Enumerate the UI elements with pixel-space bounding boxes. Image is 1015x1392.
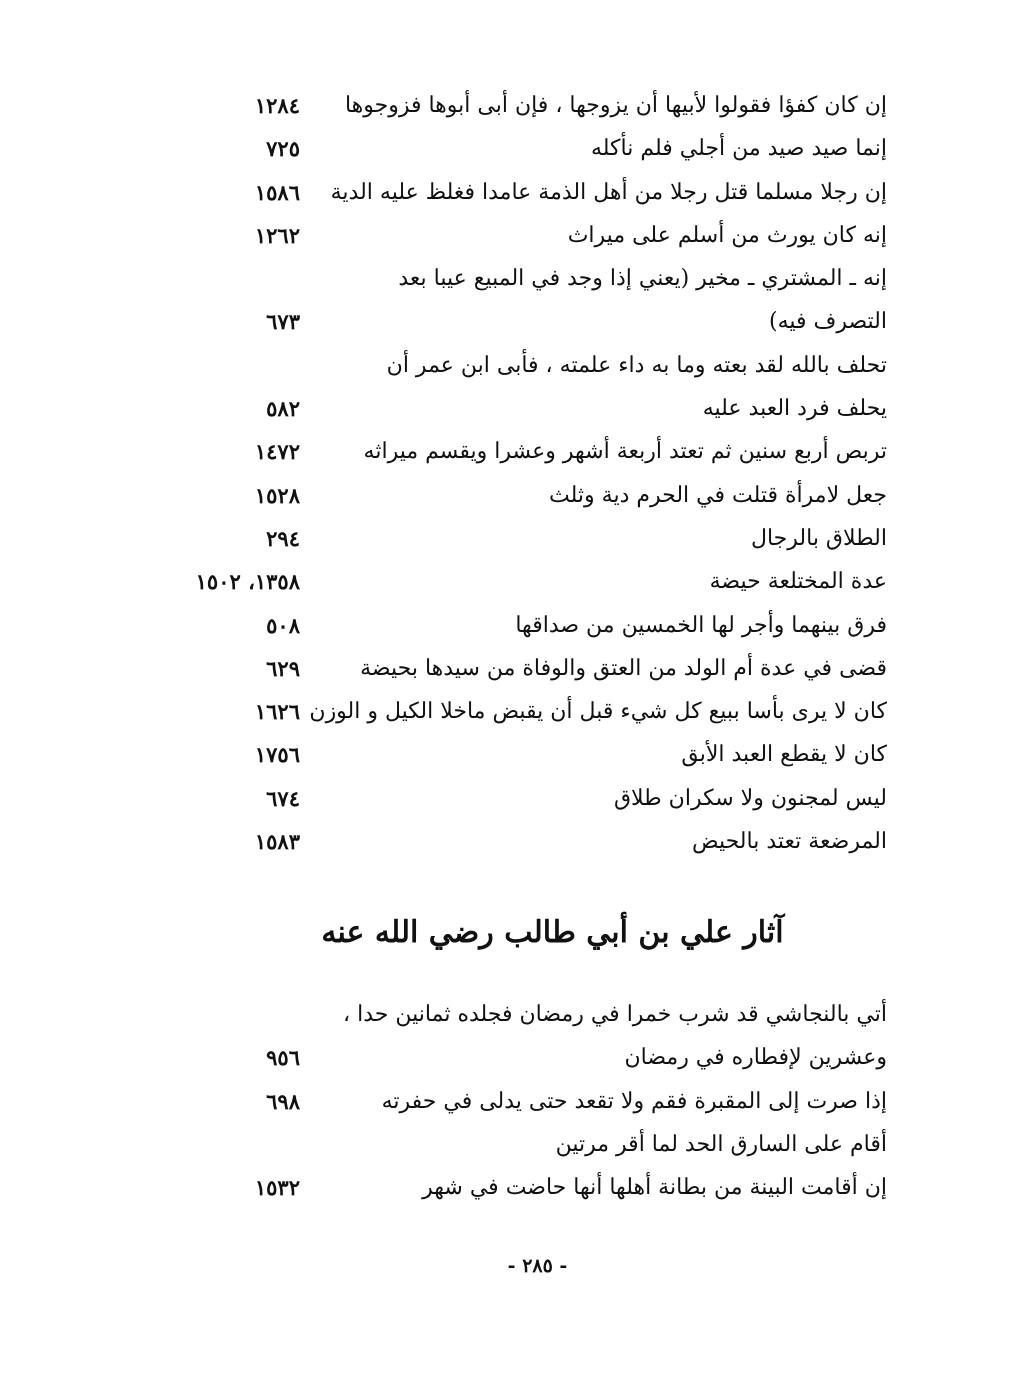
section-entry-list	[0, 993, 1015, 1209]
entry-text: إنه كان يورث من أسلم على ميراث	[567, 222, 887, 248]
entry-text: جعل لامرأة قتلت في الحرم دية وثلث	[549, 482, 887, 508]
index-row	[0, 1036, 1015, 1079]
entry-text: أتي بالنجاشي قد شرب خمرا في رمضان فجلده ثمانين حدا ،	[343, 1002, 887, 1027]
index-row	[0, 84, 1015, 127]
entry-reference-number: ٦٢٩	[266, 655, 300, 681]
entry-reference-number: ١٦٢٦	[254, 699, 300, 725]
entry-text: الطلاق بالرجال	[750, 525, 887, 551]
index-row	[0, 257, 1015, 300]
index-row	[0, 777, 1015, 820]
entry-text: كان لا يرى بأسا ببيع كل شيء قبل أن يقبض ماخلا الكيل و الوزن	[309, 699, 887, 725]
entry-reference-number: ٥٨٢	[266, 396, 300, 422]
index-row	[0, 733, 1015, 776]
entry-text: إن كان كفؤا فقولوا لأبيها أن يزوجها ، فإن أبى أبوها فزوجوها	[344, 93, 887, 118]
entry-text: إنه ـ المشتري ـ مخير (يعني إذا وجد في المبيع عيبا بعد	[398, 266, 887, 292]
entry-text: تحلف بالله لقد بعته وما به داء علمته ، فأبى ابن عمر أن	[386, 352, 887, 378]
entry-text: وعشرين لإفطاره في رمضان	[624, 1045, 887, 1071]
entry-text: إن رجلا مسلما قتل رجلا من أهل الذمة عامدا فغلظ عليه الدية	[330, 179, 887, 205]
index-row	[0, 604, 1015, 647]
entry-text: قضى في عدة أم الولد من العتق والوفاة من سيدها بحيضة	[360, 655, 887, 681]
index-row	[0, 171, 1015, 214]
entry-text: ليس لمجنون ولا سكران طلاق	[613, 785, 887, 811]
entry-reference-number: ٦٩٨	[266, 1088, 300, 1114]
entry-reference-number: ١٤٧٢	[254, 439, 300, 465]
entry-reference-number: ٧٢٥	[266, 136, 300, 162]
entry-reference-number: ١٥٢٨	[254, 482, 300, 508]
entry-reference-number: ١٥٨٦	[254, 179, 300, 205]
entry-text: التصرف فيه)	[768, 309, 887, 335]
entry-text: تربص أربع سنين ثم تعتد أربعة أشهر وعشرا ويقسم ميراثه	[363, 439, 887, 465]
entry-text: أقام على السارق الحد لما أقر مرتين	[555, 1131, 887, 1157]
index-row	[0, 820, 1015, 863]
entry-reference-number: ١٢٨٤	[254, 93, 300, 118]
entry-reference-number: ٥٠٨	[266, 612, 300, 638]
index-row	[0, 127, 1015, 170]
entry-text: المرضعة تعتد بالحيض	[692, 829, 887, 855]
index-row	[0, 560, 1015, 603]
entry-text: إذا صرت إلى المقبرة فقم ولا تقعد حتى يدلى في حفرته	[381, 1088, 887, 1114]
entry-text: يحلف فرد العبد عليه	[702, 396, 887, 422]
section-heading: آثار علي بن أبي طالب رضي الله عنه	[321, 915, 784, 950]
entry-reference-number: ١٥٨٣	[254, 829, 300, 855]
entry-reference-number: ١٣٥٨، ١٥٠٢	[195, 569, 300, 595]
entry-reference-number: ٦٧٣	[266, 309, 300, 335]
index-row	[0, 647, 1015, 690]
entry-reference-number: ١٢٦٢	[254, 222, 300, 248]
page-number: - ٢٨٥ -	[507, 1255, 568, 1277]
entry-text: عدة المختلعة حيضة	[709, 569, 887, 595]
index-row	[0, 1080, 1015, 1123]
index-row	[0, 430, 1015, 473]
index-row	[0, 387, 1015, 430]
entry-reference-number: ٦٧٤	[266, 785, 300, 811]
index-row	[0, 300, 1015, 343]
index-row	[0, 344, 1015, 387]
index-row	[0, 690, 1015, 733]
index-entry-list	[0, 84, 1015, 863]
entry-text: إن أقامت البينة من بطانة أهلها أنها حاضت في شهر	[422, 1175, 887, 1201]
entry-text: فرق بينهما وأجر لها الخمسين من صداقها	[515, 612, 887, 638]
index-row	[0, 474, 1015, 517]
index-row	[0, 993, 1015, 1036]
index-row	[0, 214, 1015, 257]
index-row	[0, 1166, 1015, 1209]
entry-text: كان لا يقطع العبد الأبق	[681, 742, 887, 768]
index-row	[0, 1123, 1015, 1166]
index-row	[0, 517, 1015, 560]
entry-reference-number: ٩٥٦	[266, 1045, 300, 1071]
entry-reference-number: ٢٩٤	[266, 525, 300, 551]
entry-text: إنما صيد صيد من أجلي فلم نأكله	[590, 136, 887, 162]
entry-reference-number: ١٧٥٦	[254, 742, 300, 768]
entry-reference-number: ١٥٣٢	[254, 1175, 300, 1201]
